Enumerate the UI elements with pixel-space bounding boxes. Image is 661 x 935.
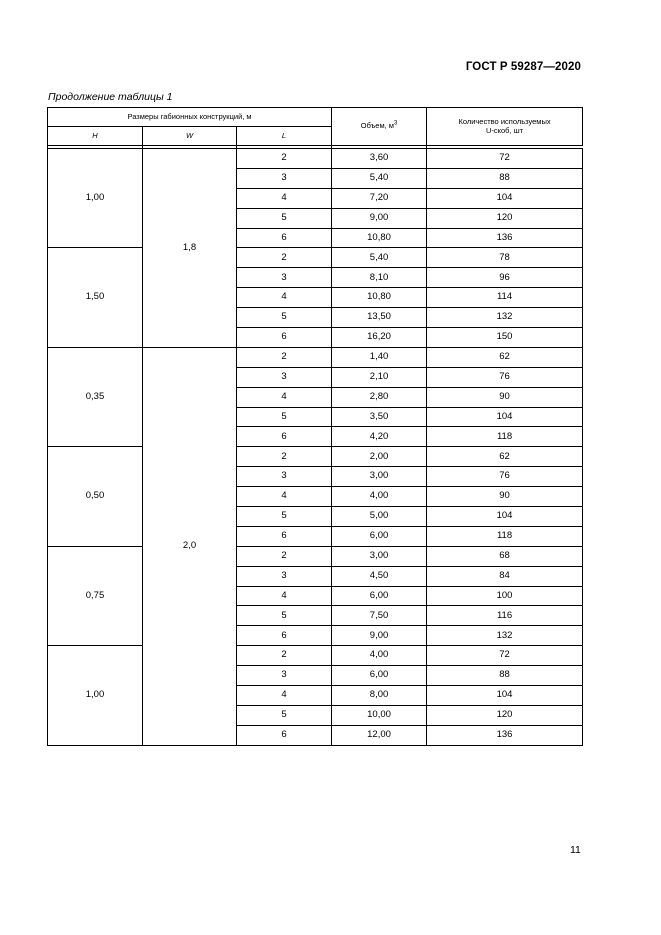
l-header: L <box>237 127 332 146</box>
count-value-cell: 104 <box>427 407 583 427</box>
l-value-cell: 4 <box>237 487 332 507</box>
volume-value-cell: 4,20 <box>332 427 427 447</box>
count-value-cell: 118 <box>427 427 583 447</box>
count-value-cell: 72 <box>427 646 583 666</box>
count-value-cell: 132 <box>427 626 583 646</box>
volume-value-cell: 2,80 <box>332 387 427 407</box>
table-row <box>48 149 583 169</box>
volume-value-cell: 4,50 <box>332 566 427 586</box>
l-value-cell: 4 <box>237 288 332 308</box>
table-caption: Продолжение таблицы 1 <box>48 91 173 103</box>
table-row <box>48 248 583 268</box>
volume-value-cell: 10,80 <box>332 288 427 308</box>
volume-value-cell: 6,00 <box>332 666 427 686</box>
volume-value-cell: 3,00 <box>332 546 427 566</box>
l-value-cell: 5 <box>237 407 332 427</box>
h-value-cell: 1,00 <box>48 646 143 745</box>
count-value-cell: 104 <box>427 507 583 527</box>
dimensions-group-header: Размеры габионных конструкций, м <box>48 108 332 127</box>
count-value-cell: 84 <box>427 566 583 586</box>
volume-value-cell: 5,00 <box>332 507 427 527</box>
volume-header <box>332 108 427 146</box>
l-value-cell: 4 <box>237 387 332 407</box>
h-value-cell: 1,50 <box>48 248 143 347</box>
document-number: ГОСТ Р 59287—2020 <box>465 61 581 73</box>
volume-value-cell: 8,10 <box>332 268 427 288</box>
l-value-cell: 6 <box>237 427 332 447</box>
h-value-cell: 1,00 <box>48 149 143 248</box>
count-value-cell: 132 <box>427 308 583 328</box>
volume-value-cell: 2,00 <box>332 447 427 467</box>
count-value-cell: 100 <box>427 586 583 606</box>
volume-value-cell: 9,00 <box>332 626 427 646</box>
l-value-cell: 5 <box>237 308 332 328</box>
l-value-cell: 5 <box>237 208 332 228</box>
l-value-cell: 5 <box>237 606 332 626</box>
volume-value-cell: 5,40 <box>332 168 427 188</box>
volume-value-cell: 16,20 <box>332 328 427 348</box>
table-row <box>48 646 583 666</box>
volume-value-cell: 10,00 <box>332 705 427 725</box>
table-body <box>48 146 583 746</box>
volume-value-cell: 4,00 <box>332 646 427 666</box>
count-value-cell: 76 <box>427 467 583 487</box>
count-header-line2: U-скоб, шт <box>485 125 524 135</box>
w-header: W <box>143 127 237 146</box>
page-number: 11 <box>570 844 581 856</box>
count-value-cell: 104 <box>427 686 583 706</box>
volume-value-cell: 7,20 <box>332 188 427 208</box>
count-value-cell: 72 <box>427 149 583 169</box>
count-value-cell: 116 <box>427 606 583 626</box>
volume-value-cell: 13,50 <box>332 308 427 328</box>
volume-value-cell: 3,60 <box>332 149 427 169</box>
l-value-cell: 2 <box>237 347 332 367</box>
count-value-cell: 62 <box>427 347 583 367</box>
count-value-cell: 68 <box>427 546 583 566</box>
volume-value-cell: 8,00 <box>332 686 427 706</box>
volume-value-cell: 12,00 <box>332 725 427 745</box>
count-value-cell: 150 <box>427 328 583 348</box>
count-value-cell: 62 <box>427 447 583 467</box>
count-header-line1: Количество используемых <box>458 117 551 127</box>
volume-value-cell: 7,50 <box>332 606 427 626</box>
table-row <box>48 447 583 467</box>
l-value-cell: 6 <box>237 626 332 646</box>
l-value-cell: 2 <box>237 248 332 268</box>
w-value-cell: 2,0 <box>143 347 237 745</box>
l-value-cell: 4 <box>237 686 332 706</box>
l-value-cell: 3 <box>237 467 332 487</box>
count-value-cell: 90 <box>427 487 583 507</box>
w-value-cell: 1,8 <box>143 149 237 348</box>
volume-value-cell: 5,40 <box>332 248 427 268</box>
volume-header-text: Объем, м <box>360 121 394 131</box>
volume-value-cell: 4,00 <box>332 487 427 507</box>
count-value-cell: 120 <box>427 208 583 228</box>
table-row <box>48 347 583 367</box>
l-value-cell: 4 <box>237 188 332 208</box>
l-value-cell: 3 <box>237 566 332 586</box>
l-value-cell: 4 <box>237 586 332 606</box>
count-value-cell: 118 <box>427 526 583 546</box>
l-value-cell: 2 <box>237 149 332 169</box>
h-header: H <box>48 127 143 146</box>
volume-value-cell: 6,00 <box>332 526 427 546</box>
l-value-cell: 2 <box>237 447 332 467</box>
h-value-cell: 0,50 <box>48 447 143 546</box>
volume-value-cell: 2,10 <box>332 367 427 387</box>
h-value-cell: 0,75 <box>48 546 143 645</box>
table-row <box>48 546 583 566</box>
l-value-cell: 2 <box>237 646 332 666</box>
count-value-cell: 104 <box>427 188 583 208</box>
h-value-cell: 0,35 <box>48 347 143 446</box>
l-value-cell: 3 <box>237 367 332 387</box>
volume-value-cell: 9,00 <box>332 208 427 228</box>
volume-value-cell: 10,80 <box>332 228 427 248</box>
volume-value-cell: 6,00 <box>332 586 427 606</box>
count-value-cell: 76 <box>427 367 583 387</box>
count-value-cell: 78 <box>427 248 583 268</box>
count-value-cell: 120 <box>427 705 583 725</box>
l-value-cell: 5 <box>237 705 332 725</box>
count-value-cell: 114 <box>427 288 583 308</box>
l-value-cell: 5 <box>237 507 332 527</box>
count-value-cell: 90 <box>427 387 583 407</box>
l-value-cell: 6 <box>237 526 332 546</box>
l-value-cell: 3 <box>237 666 332 686</box>
volume-value-cell: 3,00 <box>332 467 427 487</box>
l-value-cell: 6 <box>237 228 332 248</box>
count-value-cell: 136 <box>427 725 583 745</box>
gabion-table <box>47 107 583 746</box>
count-value-cell: 88 <box>427 168 583 188</box>
volume-value-cell: 1,40 <box>332 347 427 367</box>
l-value-cell: 6 <box>237 725 332 745</box>
count-value-cell: 88 <box>427 666 583 686</box>
l-value-cell: 3 <box>237 268 332 288</box>
l-value-cell: 6 <box>237 328 332 348</box>
volume-header-sup: 3 <box>393 120 398 127</box>
count-header <box>427 108 583 146</box>
count-value-cell: 136 <box>427 228 583 248</box>
volume-value-cell: 3,50 <box>332 407 427 427</box>
l-value-cell: 2 <box>237 546 332 566</box>
count-value-cell: 96 <box>427 268 583 288</box>
l-value-cell: 3 <box>237 168 332 188</box>
